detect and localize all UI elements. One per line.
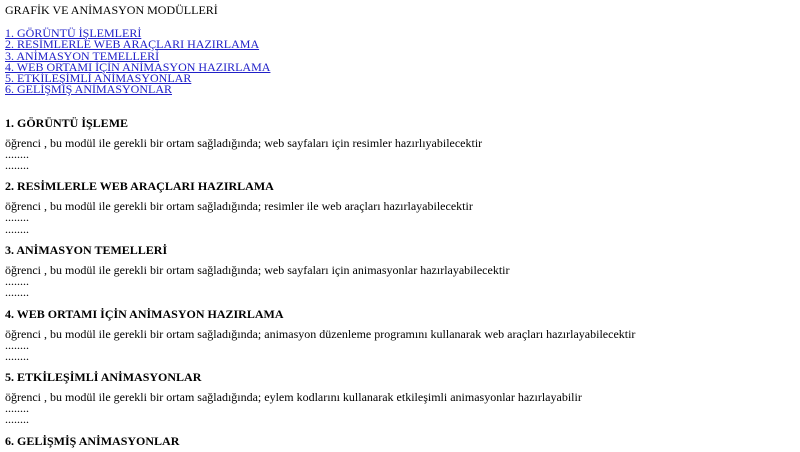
ellipsis-line: ........ [5, 210, 29, 225]
section-heading: 6. GELİŞMİŞ ANİMASYONLAR [5, 433, 180, 448]
section-4 [5, 308, 795, 363]
section-heading: 5. ETKİLEŞİMLİ ANİMASYONLAR [5, 370, 202, 385]
section-description: öğrenci , bu modül ile gerekli bir ortam sağladığında; resimler ile web araçları hazırlayabilecektir [5, 199, 473, 214]
section-description: öğrenci , bu modül ile gerekli bir ortam sağladığında; web sayfaları için animasyonlar hazırlayabilecektir [5, 262, 510, 277]
ellipsis-line: ........ [5, 412, 29, 427]
toc-link-5[interactable]: 5. ETKİLEŞİMLİ ANİMASYONLAR [5, 71, 192, 86]
section-3 [5, 244, 795, 299]
section-heading: 3. ANİMASYON TEMELLERİ [5, 242, 168, 257]
ellipsis-line: ........ [5, 337, 29, 352]
toc-link-6[interactable]: 6. GELİŞMİŞ ANİMASYONLAR [5, 82, 173, 97]
ellipsis-line: ........ [5, 146, 29, 161]
section-description: öğrenci , bu modül ile gerekli bir ortam sağladığında; eylem kodlarını kullanarak etkileşimli animasyonlar hazırlayabilir [5, 390, 582, 405]
toc-link-1[interactable]: 1. GÖRÜNTÜ İŞLEMLERİ [5, 26, 142, 40]
ellipsis-line: ........ [5, 221, 29, 236]
section-6 [5, 435, 795, 448]
ellipsis-line: ........ [5, 348, 29, 363]
section-heading: 4. WEB ORTAMI İÇİN ANİMASYON HAZIRLAMA [5, 306, 284, 321]
section-description: öğrenci , bu modül ile gerekli bir ortam sağladığında; web sayfaları için resimler hazırlıyabilecektir [5, 135, 483, 150]
section-2 [5, 180, 795, 235]
section-heading: 2. RESİMLERLE WEB ARAÇLARI HAZIRLAMA [5, 179, 274, 194]
toc-link-2[interactable]: 2. RESİMLERLE WEB ARAÇLARI HAZIRLAMA [5, 37, 260, 52]
table-of-contents [5, 28, 795, 96]
section-description: öğrenci , bu modül ile gerekli bir ortam sağladığında; animasyon düzenleme programını kullanarak web araçları hazırlayabilecektir [5, 326, 636, 341]
ellipsis-line: ........ [5, 273, 29, 288]
spacer [5, 96, 795, 117]
ellipsis-line: ........ [5, 285, 29, 300]
section-heading: 1. GÖRÜNTÜ İŞLEME [5, 115, 129, 130]
ellipsis-line: ........ [5, 401, 29, 416]
ellipsis-line: ........ [5, 158, 29, 173]
page-title: GRAFİK VE ANİMASYON MODÜLLERİ [5, 3, 218, 17]
toc-link-4[interactable]: 4. WEB ORTAMI İÇİN ANİMASYON HAZIRLAMA [5, 59, 271, 74]
section-1 [5, 117, 795, 172]
section-5 [5, 371, 795, 426]
toc-link-3[interactable]: 3. ANİMASYON TEMELLERİ [5, 48, 160, 63]
